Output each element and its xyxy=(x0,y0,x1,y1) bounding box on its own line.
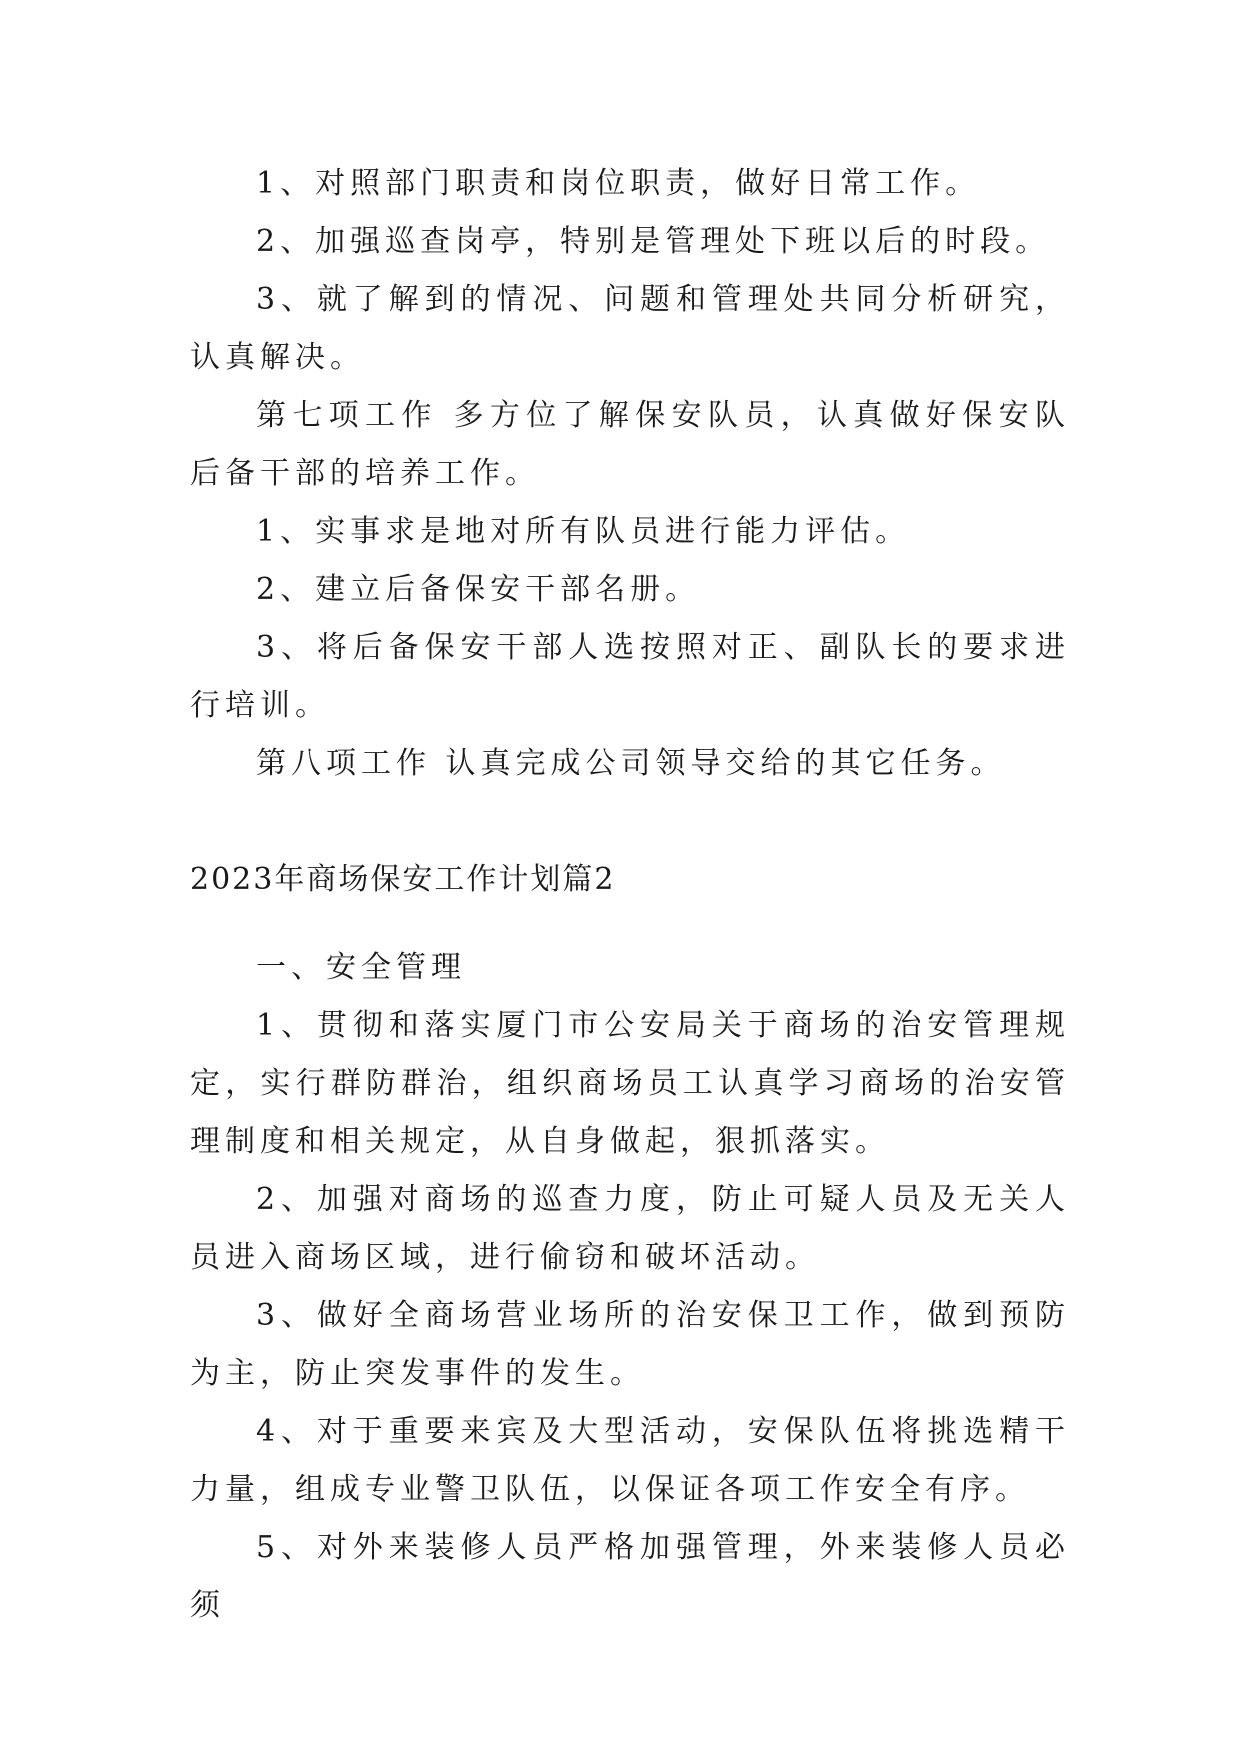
paragraph: 3、将后备保安干部人选按照对正、副队长的要求进行培训。 xyxy=(190,630,1070,723)
paragraph: 3、就了解到的情况、问题和管理处共同分析研究，认真解决。 xyxy=(190,282,1070,375)
section-title: 2023年商场保安工作计划篇2 xyxy=(190,862,616,897)
paragraph: 1、贯彻和落实厦门市公安局关于商场的治安管理规定，实行群防群治，组织商场员工认真学习商场的治安管理制度和相关规定，从自身做起，狠抓落实。 xyxy=(190,1008,1070,1159)
paragraph: 3、做好全商场营业场所的治安保卫工作，做到预防为主，防止突发事件的发生。 xyxy=(190,1298,1070,1391)
paragraph: 第八项工作 认真完成公司领导交给的其它任务。 xyxy=(256,746,1006,781)
paragraph: 1、对照部门职责和岗位职责，做好日常工作。 xyxy=(256,166,981,201)
document-body xyxy=(190,155,1070,1635)
paragraph: 2、加强巡查岗亭，特别是管理处下班以后的时段。 xyxy=(256,224,1051,259)
paragraph: 1、实事求是地对所有队员进行能力评估。 xyxy=(256,514,911,549)
paragraph: 5、对外来装修人员严格加强管理，外来装修人员必须 xyxy=(190,1530,1070,1623)
paragraph: 4、对于重要来宾及大型活动，安保队伍将挑选精干力量，组成专业警卫队伍，以保证各项工作安全有序。 xyxy=(190,1414,1070,1507)
paragraph: 一、安全管理 xyxy=(256,950,466,985)
paragraph: 第七项工作 多方位了解保安队员，认真做好保安队后备干部的培养工作。 xyxy=(190,398,1070,491)
paragraph: 2、建立后备保安干部名册。 xyxy=(256,572,701,607)
paragraph: 2、加强对商场的巡查力度，防止可疑人员及无关人员进入商场区域，进行偷窃和破坏活动。 xyxy=(190,1182,1070,1275)
